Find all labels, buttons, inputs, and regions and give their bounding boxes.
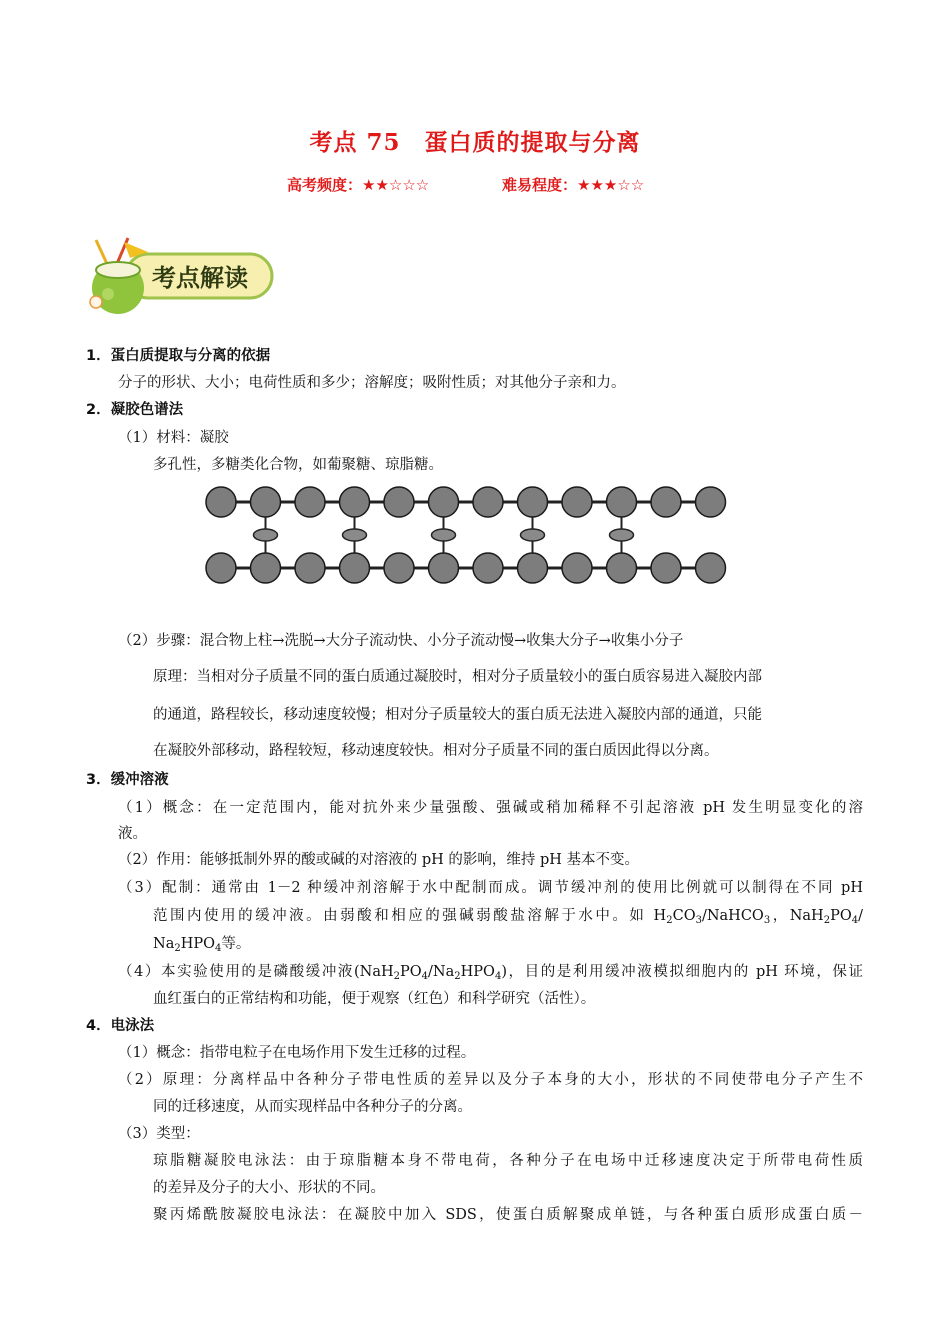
polysaccharide-bead xyxy=(518,553,548,583)
cross-link-node xyxy=(521,529,545,541)
frequency-label: 高考频度： xyxy=(287,176,363,194)
polysaccharide-bead xyxy=(696,487,726,517)
page-line-1: 聚丙烯酰胺凝胶电泳法：在凝胶中加入 SDS，使蛋白质解聚成单链，与各种蛋白质形成蛋白质－ xyxy=(153,1207,863,1223)
polysaccharide-bead xyxy=(340,487,370,517)
frequency-rating xyxy=(287,174,429,195)
polysaccharide-bead xyxy=(206,487,236,517)
gel-steps: （2）步骤：混合物上柱→洗脱→大分子流动快、小分子流动慢→收集大分子→收集小分子 xyxy=(118,633,684,649)
gel-principle-line-2: 的通道，路程较长，移动速度较慢；相对分子质量较大的蛋白质无法进入凝胶内部的通道，只能 xyxy=(153,707,762,723)
badge-label: 考点解读 xyxy=(152,264,248,292)
polysaccharide-bead xyxy=(295,487,325,517)
gel-structure-diagram xyxy=(200,482,755,587)
difficulty-stars: ★★★☆☆ xyxy=(577,176,645,194)
page-title: 考点 75 蛋白质的提取与分离 xyxy=(309,129,641,156)
polysaccharide-bead xyxy=(251,487,281,517)
section-4-heading: 4．电泳法 xyxy=(86,1018,155,1034)
polysaccharide-bead xyxy=(562,553,592,583)
polysaccharide-bead xyxy=(384,487,414,517)
frequency-stars: ★★☆☆☆ xyxy=(362,176,430,194)
polysaccharide-bead xyxy=(340,553,370,583)
buffer-concept-line-2: 液。 xyxy=(118,826,147,842)
gel-material-desc: 多孔性，多糖类化合物，如葡聚糖、琼脂糖。 xyxy=(153,457,443,473)
buffer-concept-line-1: （1）概念：在一定范围内，能对抗外来少量强酸、强碱或稍加稀释不引起溶液 pH 发生明显变化的溶 xyxy=(118,800,863,816)
polysaccharide-bead xyxy=(651,553,681,583)
gel-principle-line-3: 在凝胶外部移动，路程较短，移动速度较快。相对分子质量不同的蛋白质因此得以分离。 xyxy=(153,743,719,759)
electrophoresis-types: （3）类型： xyxy=(118,1126,200,1142)
polysaccharide-bead xyxy=(206,553,236,583)
polysaccharide-bead xyxy=(607,487,637,517)
polysaccharide-bead xyxy=(429,553,459,583)
polysaccharide-bead xyxy=(429,487,459,517)
buffer-prep-line-1: （3）配制：通常由 1－2 种缓冲剂溶解于水中配制而成。调节缓冲剂的使用比例就可以制得在不同 pH xyxy=(118,880,863,896)
difficulty-rating xyxy=(502,174,644,195)
coconut-drink-icon xyxy=(90,238,148,314)
buffer-function: （2）作用：能够抵制外界的酸或碱的对溶液的 pH 的影响，维持 pH 基本不变。 xyxy=(118,852,640,868)
polysaccharide-bead xyxy=(562,487,592,517)
cross-link-node xyxy=(254,529,278,541)
polysaccharide-bead xyxy=(251,553,281,583)
gel-principle-line-1: 原理：当相对分子质量不同的蛋白质通过凝胶时，相对分子质量较小的蛋白质容易进入凝胶内部 xyxy=(153,669,762,685)
gel-material: （1）材料：凝胶 xyxy=(118,430,229,446)
polysaccharide-bead xyxy=(295,553,325,583)
agarose-line-1: 琼脂糖凝胶电泳法：由于琼脂糖本身不带电荷，各种分子在电场中迁移速度决定于所带电荷性质 xyxy=(153,1153,863,1169)
section-3-heading: 3．缓冲溶液 xyxy=(86,772,169,788)
section-2-heading: 2．凝胶色谱法 xyxy=(86,402,184,418)
cross-link-node xyxy=(343,529,367,541)
cross-link-node xyxy=(432,529,456,541)
buffer-experiment-line-1: （4）本实验使用的是磷酸缓冲液$(NaH_2PO_4/Na_2HPO_4)$，目的是利用缓冲液模拟细胞内的 pH 环境，保证 xyxy=(118,964,863,982)
buffer-prep-line-3: $Na_2HPO_4$等。 xyxy=(153,936,251,954)
buffer-experiment-line-2: 血红蛋白的正常结构和功能，便于观察（红色）和科学研究（活性）。 xyxy=(153,991,596,1007)
electrophoresis-concept: （1）概念：指带电粒子在电场作用下发生迁移的过程。 xyxy=(118,1045,476,1061)
section-1-heading: 1．蛋白质提取与分离的依据 xyxy=(86,348,271,364)
polysaccharide-bead xyxy=(696,553,726,583)
polysaccharide-bead xyxy=(518,487,548,517)
polysaccharide-bead xyxy=(384,553,414,583)
gel-network xyxy=(206,487,726,583)
polysaccharide-bead xyxy=(473,553,503,583)
electrophoresis-principle-line-2: 同的迁移速度，从而实现样品中各种分子的分离。 xyxy=(153,1099,472,1115)
section-badge xyxy=(86,236,276,316)
agarose-line-2: 的差异及分子的大小、形状的不同。 xyxy=(153,1180,385,1196)
buffer-prep-line-2: 范围内使用的缓冲液。由弱酸和相应的强碱弱酸盐溶解于水中。如 $H_2CO_3/NaHCO_3$，$NaH_2PO_4/$ xyxy=(153,908,863,926)
section-1-body: 分子的形状、大小；电荷性质和多少；溶解度；吸附性质；对其他分子亲和力。 xyxy=(118,375,626,391)
cross-link-node xyxy=(610,529,634,541)
difficulty-label: 难易程度： xyxy=(502,176,578,194)
electrophoresis-principle-line-1: （2）原理：分离样品中各种分子带电性质的差异以及分子本身的大小，形状的不同使带电分子产生不 xyxy=(118,1072,863,1088)
polysaccharide-bead xyxy=(651,487,681,517)
polysaccharide-bead xyxy=(473,487,503,517)
polysaccharide-bead xyxy=(607,553,637,583)
